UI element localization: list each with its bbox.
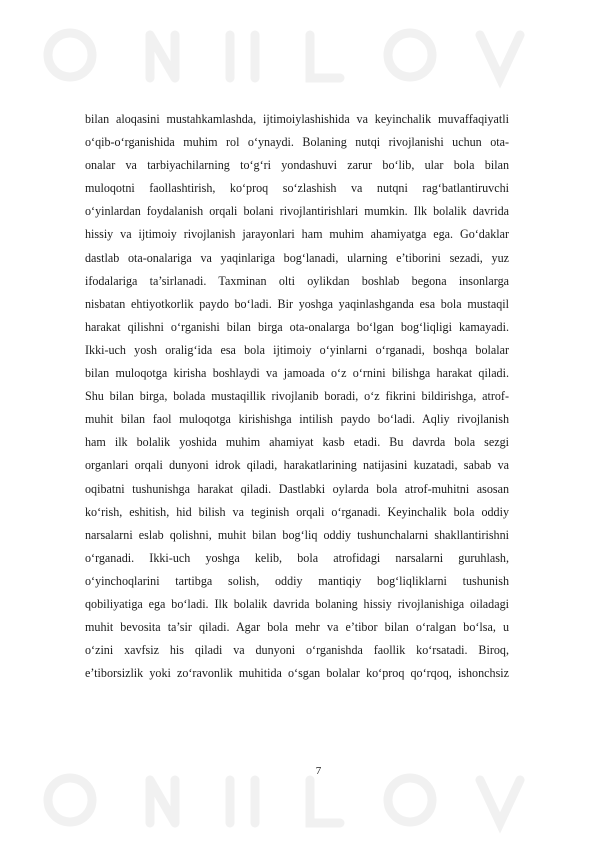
text-line: hissiy va ijtimoiy rivojlanish jarayonlari ham muhim ahamiyatga ega. Go‘daklar xyxy=(85,227,509,242)
text-line: oqibatni tushunishga harakat qiladi. Dastlabki oylarda bola atrof-muhitni asosan xyxy=(85,481,509,496)
text-line: ifodalariga ta’sirlanadi. Taxminan olti oylikdan boshlab begona insonlarga xyxy=(85,273,509,288)
text-line: o‘yinlardan foydalanish orqali bolani rivojlantirishlari mumkin. Ilk bolalik davrida xyxy=(85,204,509,219)
text-line: Shu bilan birga, bolada mustaqillik rivojlanib boradi, o‘z fikrini bildirishga, atrof- xyxy=(85,389,509,404)
text-line: o‘zini xavfsiz his qiladi va dunyoni o‘rganishda faollik ko‘rsatadi. Biroq, xyxy=(85,643,509,658)
text-line: narsalarni eslab qolishni, muhit bilan bog‘liq oddiy tushunchalarni shakllantirishni xyxy=(85,527,509,542)
text-line: bilan aloqasini mustahkamlashda, ijtimoiylashishida va keyinchalik muvaffaqiyatli xyxy=(85,112,509,126)
text-line: onalar va tarbiyachilarning to‘g‘ri yondashuvi zarur bo‘lib, ular bola bilan xyxy=(85,158,509,173)
text-line: muloqotni faollashtirish, ko‘proq so‘zlashish va nutqni rag‘batlantiruvchi xyxy=(85,181,509,196)
text-line: o‘yinchoqlarini tartibga solish, oddiy mantiqiy bog‘liqliklarni tushunish xyxy=(85,573,509,588)
text-line: dastlab ota-onalariga va yaqinlariga bog‘lanadi, ularning e’tiborini sezadi, yuz xyxy=(85,250,509,265)
text-line: harakat qilishni o‘rganishi bilan birga ota-onalarga bo‘lgan bog‘liqligi kamayadi. xyxy=(85,319,509,334)
text-line: o‘rganadi. Ikki-uch yoshga kelib, bola atrofidagi narsalarni guruhlash, xyxy=(85,550,509,565)
text-line: ham ilk bolalik yoshida muhim ahamiyat kasb etadi. Bu davrda bola sezgi xyxy=(85,435,509,450)
text-line: muhit bilan faol muloqotga kirishishga intilish paydo bo‘ladi. Aqliy rivojlanish xyxy=(85,412,509,427)
text-line: organlari orqali dunyoni idrok qiladi, harakatlarining natijasini kuzatadi, sabab va xyxy=(85,458,509,473)
text-line: ko‘rish, eshitish, hid bilish va teginish orqali o‘rganadi. Keyinchalik bola oddiy xyxy=(85,504,509,519)
text-line: e’tiborsizlik yoki zo‘ravonlik muhitida o‘sgan bolalar ko‘proq qo‘rqoq, ishonchsiz xyxy=(85,666,509,681)
text-line: nisbatan ehtiyotkorlik paydo bo‘ladi. Bir yoshga yaqinlashganda esa bola mustaqil xyxy=(85,296,509,311)
text-line: muhit bevosita ta’sir qiladi. Agar bola mehr va e’tibor bilan o‘ralgan bo‘lsa, u xyxy=(85,620,509,635)
text-line: qobiliyatiga ega bo‘ladi. Ilk bolalik davrida bolaning hissiy rivojlanishiga oiladagi xyxy=(85,596,509,611)
text-line: Ikki-uch yosh oralig‘ida esa bola ijtimoiy o‘yinlarni o‘rganadi, boshqa bolalar xyxy=(85,342,509,357)
page-number: 7 xyxy=(315,765,322,777)
watermark-glyph xyxy=(48,778,520,823)
text-line: bilan muloqotga kirisha boshlaydi va jamoada o‘z o‘rnini bilishga harakat qiladi. xyxy=(85,366,509,381)
body-text xyxy=(85,108,509,685)
text-line: o‘qib-o‘rganishida muhim rol o‘ynaydi. Bolaning nutqi rivojlanishi uchun ota- xyxy=(85,135,509,150)
watermark-glyph xyxy=(48,33,520,78)
